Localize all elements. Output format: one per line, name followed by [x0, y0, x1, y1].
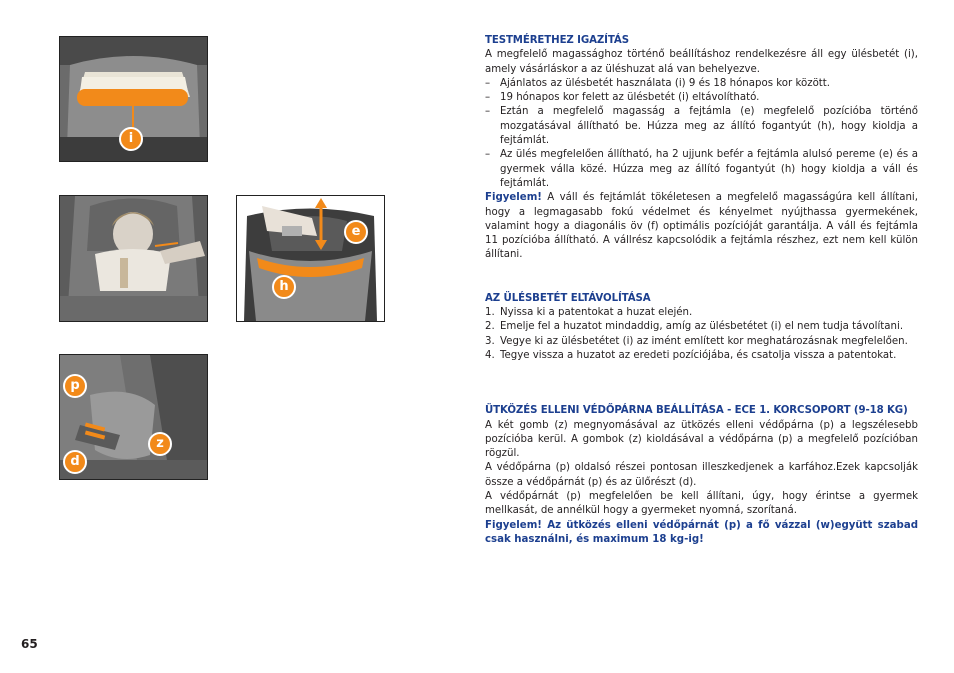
step-number: 4.	[485, 349, 495, 361]
bullet-marker: –	[485, 106, 491, 118]
step-number: 3.	[485, 335, 495, 347]
callout-e: e	[344, 220, 368, 244]
warning-label: Figyelem!	[485, 192, 542, 204]
figure-headrest-adjust	[236, 195, 385, 322]
step-item	[485, 306, 918, 320]
paragraph: A védőpárnát (p) megfelelően be kell állítani, úgy, hogy érintse a gyermek mellkasát, de annélkül hogy a gyermeket nyomná, szorítaná.	[485, 491, 918, 517]
bullet-item	[485, 148, 918, 191]
step-number: 1.	[485, 307, 495, 319]
spacer	[485, 363, 918, 404]
spacer	[485, 263, 918, 292]
section-heading: ÜTKÖZÉS ELLENI VÉDŐPÁRNA BEÁLLÍTÁSA - ECE 1. KORCSOPORT (9-18 KG)	[485, 405, 908, 417]
callout-z: z	[148, 432, 172, 456]
figure-impact-shield	[59, 354, 208, 480]
text-column	[485, 34, 918, 547]
figure-child-in-seat	[59, 195, 208, 322]
step-number: 2.	[485, 321, 495, 333]
step-text: Tegye vissza a huzatot az eredeti pozíciójába, és csatolja vissza a patentokat.	[500, 349, 897, 361]
page-number: 65	[21, 637, 38, 651]
headrest-illustration	[237, 196, 384, 321]
section-heading: TESTMÉRETHEZ IGAZÍTÁS	[485, 35, 629, 46]
callout-p: p	[63, 374, 87, 398]
bullet-item	[485, 77, 918, 91]
step-item	[485, 349, 918, 363]
section-remove-insert	[485, 292, 918, 363]
step-item	[485, 335, 918, 349]
section-intro: A megfelelő magassághoz történő beállításhoz rendelkezésre áll egy ülésbetét (i), amely vásárláskor a az üléshuzat alá van behelyezve.	[485, 49, 918, 75]
bullet-text: Ajánlatos az ülésbetét használata (i) 9 és 18 hónapos kor között.	[500, 77, 831, 89]
bullet-text: 19 hónapos kor felett az ülésbetét (i) eltávolítható.	[500, 92, 760, 104]
bullet-item	[485, 91, 918, 105]
section-heading: AZ ÜLÉSBETÉT ELTÁVOLÍTÁSA	[485, 292, 651, 304]
warning-paragraph	[485, 191, 918, 262]
step-text: Nyissa ki a patentokat a huzat elején.	[500, 307, 693, 319]
figure-seat-insert	[59, 36, 208, 162]
warning-paragraph: Figyelem! Az ütközés elleni védőpárnát (p) a fő vázzal (w)együtt szabad csak használni, és maximum 18 kg-ig!	[485, 519, 918, 545]
callout-h: h	[272, 275, 296, 299]
step-item	[485, 320, 918, 334]
bullet-text: Az ülés megfelelően állítható, ha 2 ujjunk befér a fejtámla alulsó pereme (e) és a gyermek válla közé. Húzza meg az állító fogantyút (h) hogy kioldja a váll és fejtámlát.	[500, 149, 918, 189]
bullet-marker: –	[485, 92, 491, 104]
bullet-marker: –	[485, 77, 491, 89]
paragraph: A védőpárna (p) oldalsó részei pontosan illeszkedjenek a karfához.Ezek kapcsolják össze a védőpárnát (p) és az ülőrészt (d).	[485, 462, 918, 488]
section-body-size-adjust	[485, 34, 918, 263]
step-text: Emelje fel a huzatot mindaddig, amíg az ülésbetétet (i) el nem tudja távolítani.	[500, 321, 904, 333]
bullet-marker: –	[485, 149, 491, 161]
callout-i: i	[119, 127, 143, 151]
child-seat-illustration	[60, 196, 207, 321]
bullet-text: Eztán a megfelelő magasság a fejtámla (e) megfelelő pozícióba történő mozgatásával állítható be. Húzza meg az állító fogantyút (h), hogy kioldja a fejtámlát.	[500, 106, 918, 147]
bullet-item	[485, 105, 918, 148]
warning-text: A váll és fejtámlát tökéletesen a megfelelő magasságúra kell állítani, hogy a legmagasabb fokú védelmet és kényelmet nyújthassa gyermekének, valamint hogy a diagonális öv (f) optimális pozícióját garantálja. A váll és fejtámla 11 pozícióba állítható. A vállrész kapcsolódik a fejtámla részhez, ezt nem kell külön állítani.	[485, 192, 918, 261]
callout-d: d	[63, 450, 87, 474]
step-text: Vegye ki az ülésbetétet (i) az imént említett kor meghatározásnak megfelelően.	[500, 335, 908, 347]
paragraph: A két gomb (z) megnyomásával az ütközés elleni védőpárna (p) a legszélesebb pozícióba kerül. A gombok (z) kioldásával a védőpárna (p) a megfelelő pozícióban rögzül.	[485, 419, 918, 460]
section-impact-shield	[485, 404, 918, 547]
